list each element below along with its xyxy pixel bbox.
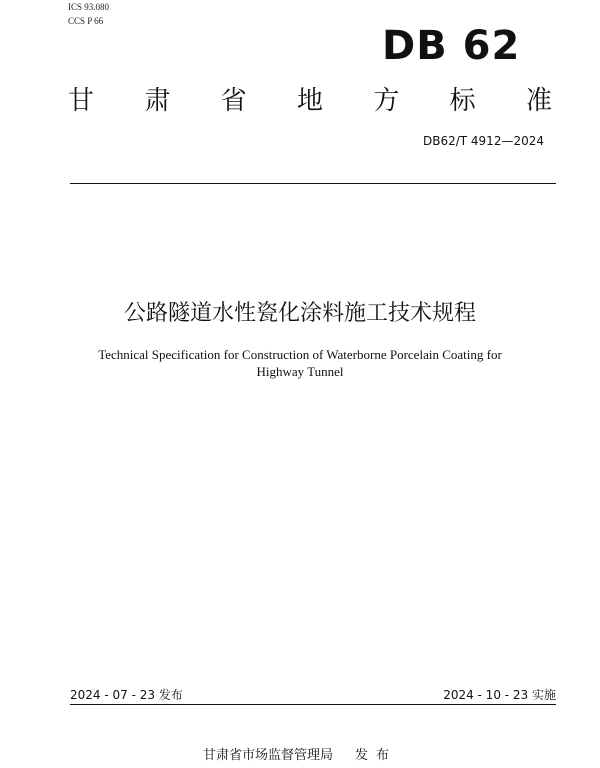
standard-type-char: 地: [296, 86, 323, 116]
classification-codes: [68, 0, 109, 28]
top-divider: [70, 183, 556, 184]
standard-type-char: 肃: [144, 86, 171, 116]
standard-type-char: 准: [525, 86, 552, 116]
standard-type-char: 标: [449, 86, 476, 116]
publish-date: 2024 - 07 - 23 发布: [70, 688, 183, 702]
ccs-code: CCS P 66: [68, 16, 104, 26]
bottom-divider: [70, 704, 556, 705]
document-title-english: [80, 346, 520, 380]
issuing-authority: [0, 744, 600, 763]
standard-number: DB62/T 4912—2024: [422, 134, 544, 148]
issue-action: 发布: [355, 748, 398, 763]
standard-type-char: 甘: [68, 86, 95, 116]
document-title-english-line: Highway Tunnel: [256, 364, 344, 379]
document-title-english-line: Technical Specification for Construction of Waterborne Porcelain Coating for: [98, 347, 502, 362]
db62-logo: DB 62: [382, 23, 521, 69]
standard-type-title: [68, 86, 552, 116]
issuer-name: 甘肃省市场监督管理局: [202, 748, 333, 763]
ics-code: ICS 93.080: [68, 2, 110, 12]
standard-type-char: 方: [373, 86, 400, 116]
implementation-date: 2024 - 10 - 23 实施: [443, 688, 556, 702]
standard-type-char: 省: [220, 86, 247, 116]
document-title-chinese: 公路隧道水性瓷化涂料施工技术规程: [123, 301, 476, 326]
